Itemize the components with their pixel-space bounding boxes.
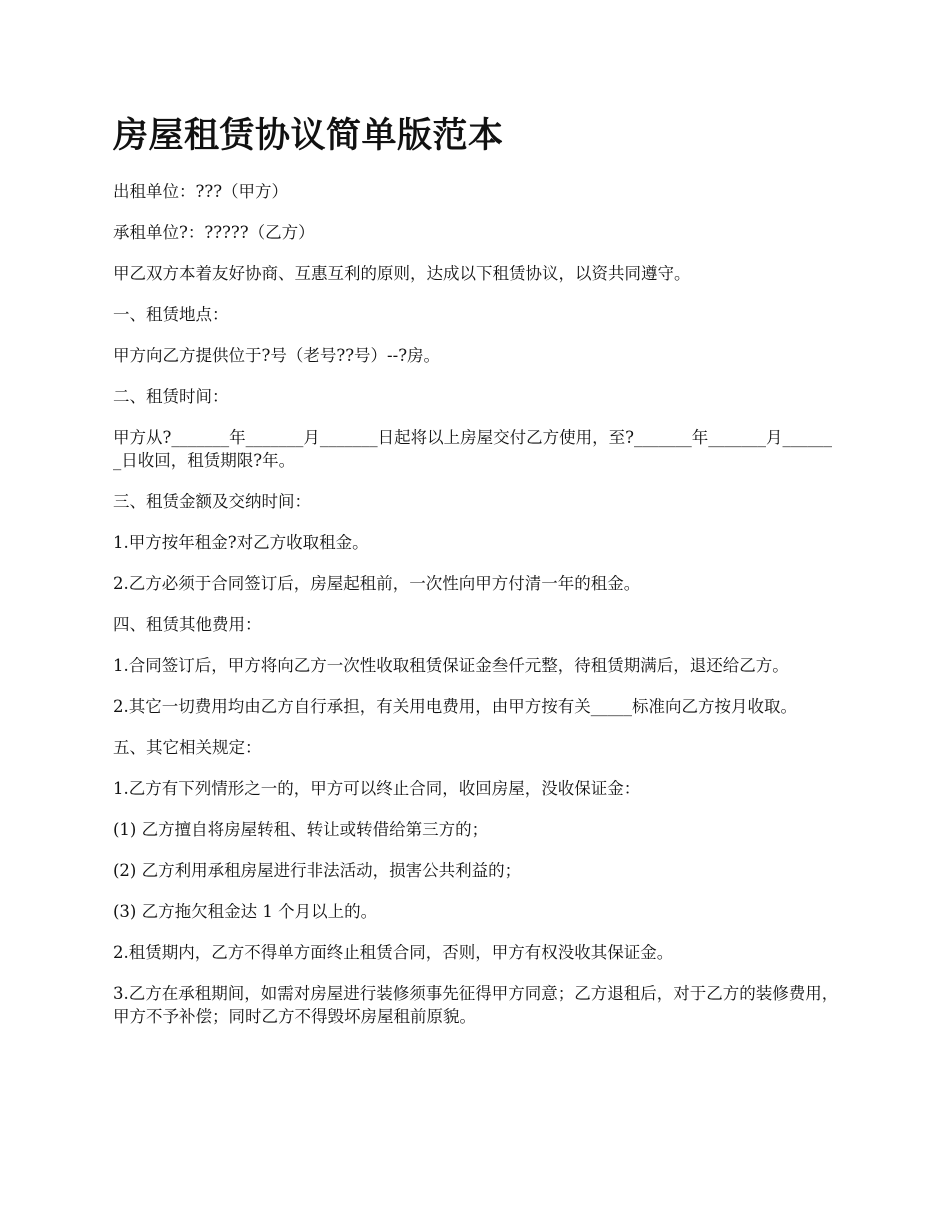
section-heading: 二、租赁时间： (113, 387, 229, 406)
clause-text: 2.其它一切费用均由乙方自行承担，有关用电费用，由甲方按有关_____标准向乙方按月收取。 (113, 697, 797, 716)
section-heading: 一、租赁地点： (113, 305, 229, 324)
clause-text: 1.甲方按年租金?对乙方收取租金。 (113, 533, 369, 552)
clause-text: 1.乙方有下列情形之一的，甲方可以终止合同，收回房屋，没收保证金： (113, 779, 641, 798)
section-heading: 四、租赁其他费用： (113, 615, 262, 634)
clause-text: 甲方从?_______年_______月_______日起将以上房屋交付乙方使用，至?_______年_______月_______日收回，租赁期限?年。 (113, 428, 832, 470)
sub-clause-text: (2) 乙方利用承租房屋进行非法活动，损害公共利益的； (113, 861, 522, 880)
document-page (113, 112, 840, 1046)
clause-text: 甲方向乙方提供位于?号（老号??号）--?房。 (113, 346, 441, 365)
lessor-line: 出租单位：???（甲方） (113, 182, 289, 201)
preamble: 甲乙双方本着友好协商、互惠互利的原则，达成以下租赁协议，以资共同遵守。 (113, 264, 691, 283)
lessee-line: 承租单位?：?????（乙方） (113, 223, 315, 242)
clause-text: 2.租赁期内，乙方不得单方面终止租赁合同，否则，甲方有权没收其保证金。 (113, 943, 674, 962)
sub-clause-text: (3) 乙方拖欠租金达 1 个月以上的。 (113, 902, 378, 921)
document-title: 房屋租赁协议简单版范本 (113, 115, 504, 156)
clause-text: 1.合同签订后，甲方将向乙方一次性收取租赁保证金叁仟元整，待租赁期满后，退还给乙方。 (113, 656, 789, 675)
section-heading: 三、租赁金额及交纳时间： (113, 492, 311, 511)
section-heading: 五、其它相关规定： (113, 738, 262, 757)
sub-clause-text: (1) 乙方擅自将房屋转租、转让或转借给第三方的； (113, 820, 489, 839)
clause-text: 3.乙方在承租期间，如需对房屋进行装修须事先征得甲方同意；乙方退租后，对于乙方的装修费用，甲方不予补偿；同时乙方不得毁坏房屋租前原貌。 (113, 984, 839, 1026)
clause-text: 2.乙方必须于合同签订后，房屋起租前，一次性向甲方付清一年的租金。 (113, 574, 641, 593)
